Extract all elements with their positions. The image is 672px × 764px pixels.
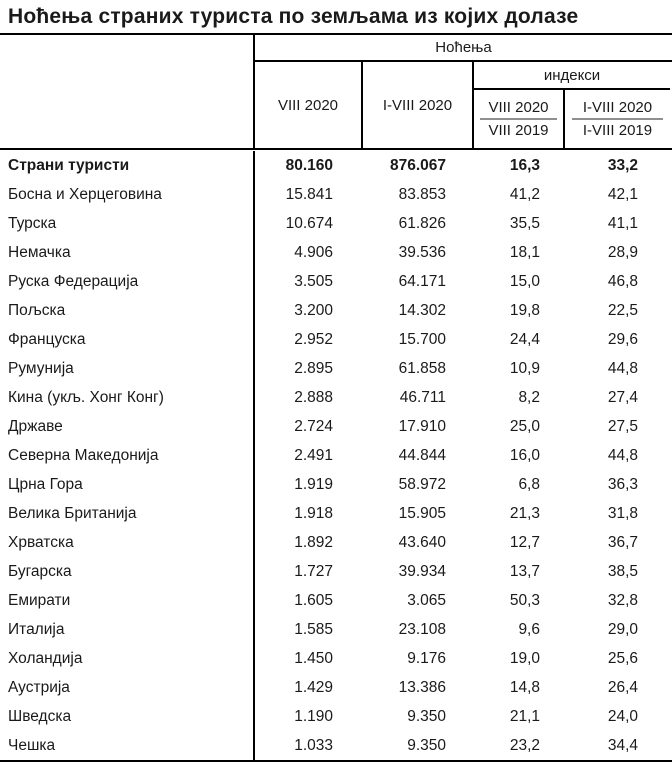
value-cell: 31,8 <box>607 504 638 522</box>
value-cell: 39.934 <box>398 562 446 580</box>
country-cell: Пољска <box>0 296 255 325</box>
value-cell: 14.302 <box>398 301 446 319</box>
country-cell: Кина (укљ. Хонг Конг) <box>0 383 255 412</box>
value-cell: 80.160 <box>285 156 333 174</box>
country-cell: Италија <box>0 615 255 644</box>
value-cell: 33,2 <box>607 156 638 174</box>
value-cell: 12,7 <box>509 533 540 551</box>
value-cell: 3.505 <box>294 272 333 290</box>
country-cell: Чешка <box>0 731 255 760</box>
column-header-i-viii-2020: I-VIII 2020 <box>363 62 474 148</box>
value-cell: 36,3 <box>607 475 638 493</box>
fraction-denominator: VIII 2019 <box>488 122 549 139</box>
fraction-numerator: VIII 2020 <box>488 99 549 116</box>
value-cell: 15,0 <box>509 272 540 290</box>
country-cell: Страни туристи <box>0 151 255 180</box>
value-cell: 58.972 <box>398 475 446 493</box>
value-cell: 6,8 <box>518 475 540 493</box>
value-cell: 38,5 <box>607 562 638 580</box>
value-cell: 83.853 <box>398 185 446 203</box>
table-row <box>0 180 672 209</box>
value-cell: 9.350 <box>407 707 446 725</box>
value-cell: 29,0 <box>607 620 638 638</box>
table-row <box>0 731 672 760</box>
table-row <box>0 267 672 296</box>
value-cell: 27,5 <box>607 417 638 435</box>
value-cell: 36,7 <box>607 533 638 551</box>
value-cell: 22,5 <box>607 301 638 319</box>
country-cell: Румунија <box>0 354 255 383</box>
value-cell: 32,8 <box>607 591 638 609</box>
value-cell: 64.171 <box>398 272 446 290</box>
table-body <box>0 150 672 760</box>
fraction-bar <box>480 118 557 120</box>
country-cell: Немачка <box>0 238 255 267</box>
fraction-denominator: I-VIII 2019 <box>582 122 653 139</box>
value-cell: 44.844 <box>398 446 446 464</box>
value-cell: 23,2 <box>509 736 540 754</box>
table-row <box>0 586 672 615</box>
table-row <box>0 673 672 702</box>
country-cell: Хрватска <box>0 528 255 557</box>
value-cell: 24,4 <box>509 330 540 348</box>
value-cell: 16,3 <box>509 156 540 174</box>
value-cell: 10.674 <box>285 214 333 232</box>
value-cell: 10,9 <box>509 359 540 377</box>
value-cell: 2.491 <box>294 446 333 464</box>
value-cell: 21,1 <box>509 707 540 725</box>
indices-fractions <box>474 90 670 148</box>
value-cell: 1.190 <box>294 707 333 725</box>
table-row <box>0 615 672 644</box>
fraction-numerator: I-VIII 2020 <box>582 99 653 116</box>
value-cell: 44,8 <box>607 359 638 377</box>
value-cell: 2.952 <box>294 330 333 348</box>
country-cell: Шведска <box>0 702 255 731</box>
value-cell: 9.176 <box>407 649 446 667</box>
value-cell: 29,6 <box>607 330 638 348</box>
country-cell: Аустрија <box>0 673 255 702</box>
value-cell: 43.640 <box>398 533 446 551</box>
value-cell: 18,1 <box>509 243 540 261</box>
value-cell: 15.905 <box>398 504 446 522</box>
value-cell: 42,1 <box>607 185 638 203</box>
value-cell: 46,8 <box>607 272 638 290</box>
value-cell: 39.536 <box>398 243 446 261</box>
value-cell: 2.724 <box>294 417 333 435</box>
country-cell: Велика Британија <box>0 499 255 528</box>
value-cell: 17.910 <box>398 417 446 435</box>
column-header-viii-2020: VIII 2020 <box>255 62 363 148</box>
value-cell: 3.065 <box>407 591 446 609</box>
value-cell: 9,6 <box>518 620 540 638</box>
value-cell: 28,9 <box>607 243 638 261</box>
country-cell: Емирати <box>0 586 255 615</box>
tourist-nights-table <box>0 33 672 762</box>
subheader-row <box>255 62 672 148</box>
value-cell: 13,7 <box>509 562 540 580</box>
table-row <box>0 557 672 586</box>
value-cell: 13.386 <box>398 678 446 696</box>
value-cell: 23.108 <box>398 620 446 638</box>
table-row <box>0 238 672 267</box>
value-cell: 15.700 <box>398 330 446 348</box>
value-cell: 41,1 <box>607 214 638 232</box>
index-column-cumulative <box>565 90 670 148</box>
value-cell: 1.429 <box>294 678 333 696</box>
table-row <box>0 412 672 441</box>
fraction-bar <box>572 118 662 120</box>
value-cell: 41,2 <box>509 185 540 203</box>
page-title: Ноћења страних туриста по земљама из којих долазе <box>8 5 579 28</box>
table-row <box>0 296 672 325</box>
value-cell: 61.858 <box>398 359 446 377</box>
value-cell: 25,0 <box>509 417 540 435</box>
value-cell: 3.200 <box>294 301 333 319</box>
value-cell: 26,4 <box>607 678 638 696</box>
value-cell: 1.918 <box>294 504 333 522</box>
value-cell: 8,2 <box>518 388 540 406</box>
value-cell: 2.895 <box>294 359 333 377</box>
value-cell: 876.067 <box>389 156 446 174</box>
value-cell: 35,5 <box>509 214 540 232</box>
value-cell: 1.605 <box>294 591 333 609</box>
table-row <box>0 151 672 180</box>
indices-group <box>474 62 670 148</box>
country-cell: Бугарска <box>0 557 255 586</box>
value-cell: 1.450 <box>294 649 333 667</box>
value-cell: 16,0 <box>509 446 540 464</box>
value-cell: 4.906 <box>294 243 333 261</box>
table-row <box>0 644 672 673</box>
value-cell: 25,6 <box>607 649 638 667</box>
value-cell: 9.350 <box>407 736 446 754</box>
value-cell: 1.033 <box>294 736 333 754</box>
value-cell: 21,3 <box>509 504 540 522</box>
value-cell: 19,0 <box>509 649 540 667</box>
value-cell: 15.841 <box>285 185 333 203</box>
table-row <box>0 499 672 528</box>
table-row <box>0 470 672 499</box>
table-row <box>0 441 672 470</box>
table-row <box>0 354 672 383</box>
group-header-nights: Ноћења <box>255 35 672 62</box>
country-cell: Турска <box>0 209 255 238</box>
value-cell: 1.727 <box>294 562 333 580</box>
table-row <box>0 209 672 238</box>
country-cell: Француска <box>0 325 255 354</box>
country-cell: Црна Гора <box>0 470 255 499</box>
index-column-monthly <box>474 90 565 148</box>
country-cell: Државе <box>0 412 255 441</box>
country-cell: Босна и Херцеговина <box>0 180 255 209</box>
indices-label: индекси <box>474 62 670 90</box>
value-cell: 24,0 <box>607 707 638 725</box>
country-cell: Руска Федерација <box>0 267 255 296</box>
stub-cell <box>0 35 255 148</box>
header-right <box>255 35 672 148</box>
country-cell: Холандија <box>0 644 255 673</box>
value-cell: 61.826 <box>398 214 446 232</box>
value-cell: 34,4 <box>607 736 638 754</box>
value-cell: 50,3 <box>509 591 540 609</box>
value-cell: 44,8 <box>607 446 638 464</box>
value-cell: 2.888 <box>294 388 333 406</box>
country-cell: Северна Македонија <box>0 441 255 470</box>
value-cell: 1.892 <box>294 533 333 551</box>
value-cell: 1.585 <box>294 620 333 638</box>
value-cell: 1.919 <box>294 475 333 493</box>
value-cell: 14,8 <box>509 678 540 696</box>
value-cell: 46.711 <box>399 388 446 406</box>
table-row <box>0 325 672 354</box>
table-row <box>0 702 672 731</box>
table-row <box>0 528 672 557</box>
value-cell: 19,8 <box>509 301 540 319</box>
table-row <box>0 383 672 412</box>
table-header <box>0 35 672 150</box>
value-cell: 27,4 <box>607 388 638 406</box>
